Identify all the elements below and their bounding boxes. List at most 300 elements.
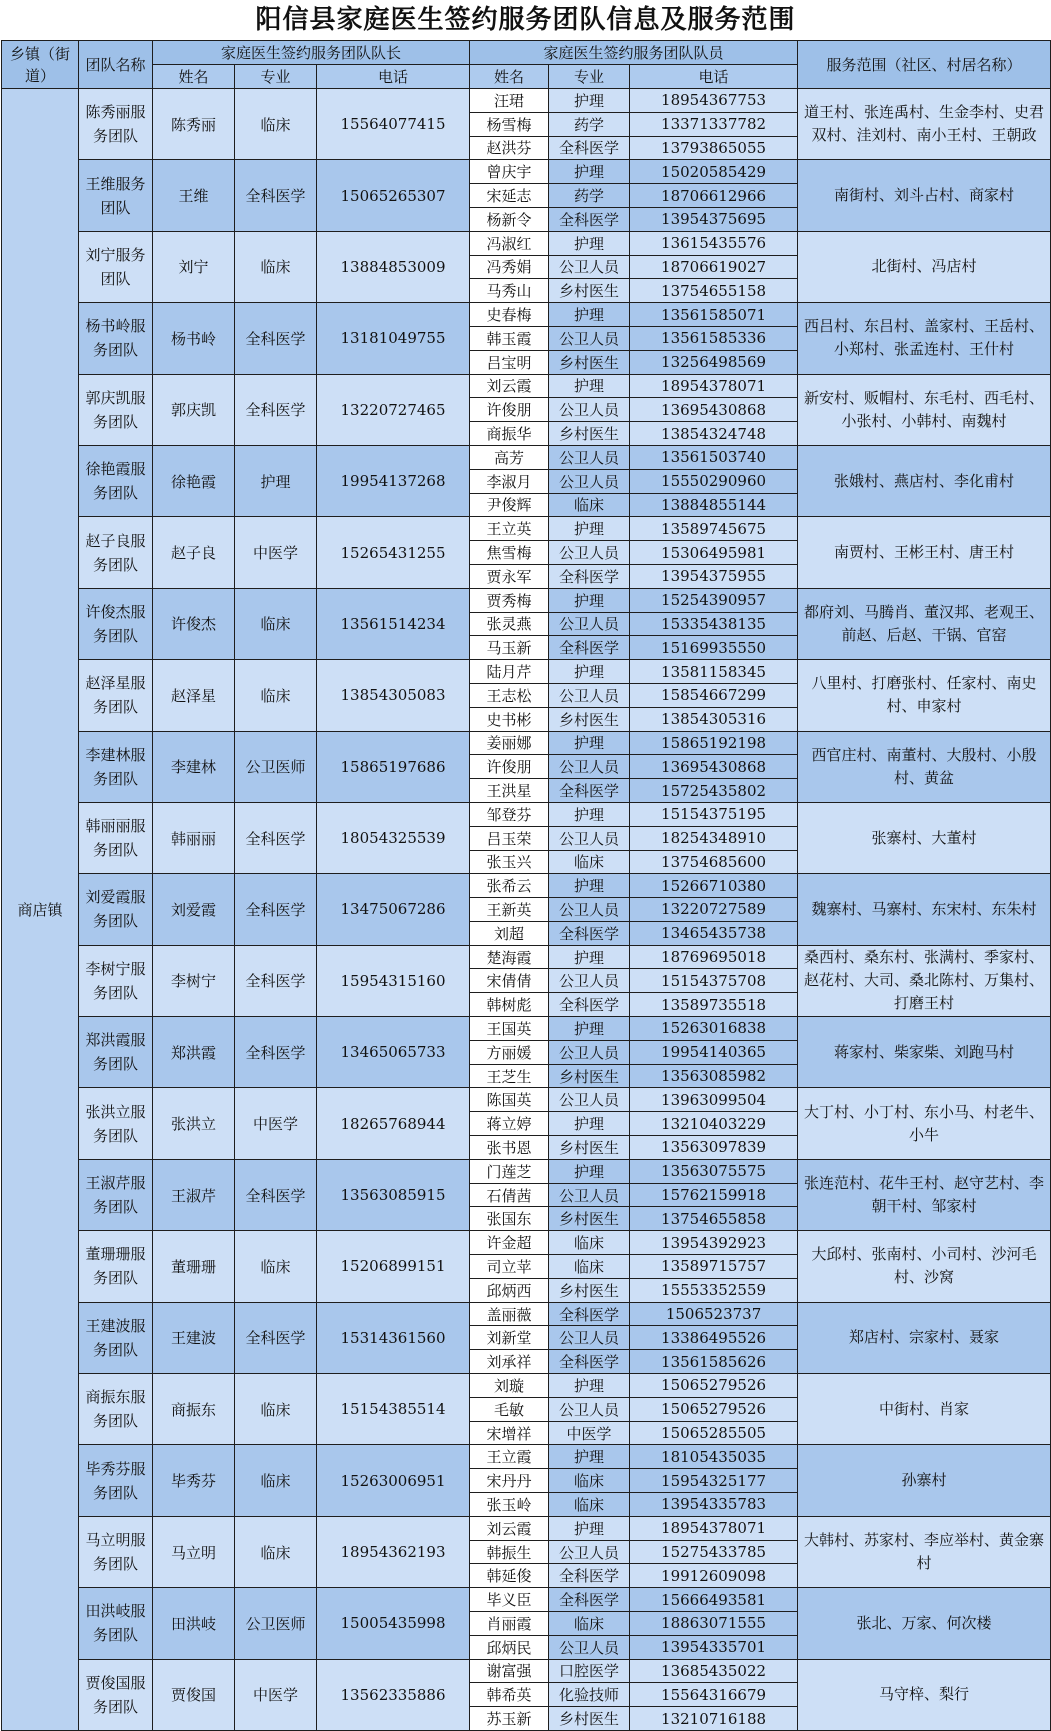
leader-phone-cell: 15154385514 (317, 1374, 470, 1445)
leader-name-cell: 赵泽星 (153, 660, 235, 731)
leader-spec-cell: 临床 (235, 231, 317, 302)
team-name-cell: 韩丽丽服务团队 (79, 802, 153, 873)
scope-cell: 南贾村、王彬王村、唐王村 (798, 517, 1051, 588)
leader-name-cell: 王淑芹 (153, 1159, 235, 1230)
member-name-cell: 许金超 (470, 1231, 549, 1255)
member-name-cell: 盖丽薇 (470, 1302, 549, 1326)
leader-phone-cell: 18265768944 (317, 1088, 470, 1159)
member-spec-cell: 全科医学 (549, 1564, 630, 1588)
table-row (2, 1445, 1051, 1469)
member-phone-cell: 15335438135 (630, 612, 798, 636)
member-phone-cell: 18863071555 (630, 1612, 798, 1636)
leader-name-cell: 郭庆凯 (153, 374, 235, 445)
table-row (2, 1374, 1051, 1398)
team-name-cell: 郑洪霞服务团队 (79, 1017, 153, 1088)
member-phone-cell: 15550290960 (630, 469, 798, 493)
member-spec-cell: 临床 (549, 850, 630, 874)
member-name-cell: 张玉岭 (470, 1493, 549, 1517)
member-phone-cell: 13210716188 (630, 1707, 798, 1731)
member-phone-cell: 13561585336 (630, 326, 798, 350)
member-spec-cell: 临床 (549, 1493, 630, 1517)
member-name-cell: 楚海霞 (470, 945, 549, 969)
member-name-cell: 赵洪芬 (470, 136, 549, 160)
table-row (2, 231, 1051, 255)
leader-phone-cell: 15954315160 (317, 945, 470, 1016)
scope-cell: 南街村、刘斗占村、商家村 (798, 160, 1051, 231)
table-row (2, 517, 1051, 541)
member-name-cell: 陈国英 (470, 1088, 549, 1112)
scope-cell: 都府刘、马腾肖、董汉邦、老观王、前赵、后赵、干锅、官窑 (798, 588, 1051, 659)
member-spec-cell: 公卫人员 (549, 445, 630, 469)
member-spec-cell: 护理 (549, 874, 630, 898)
leader-phone-cell: 15564077415 (317, 89, 470, 160)
member-spec-cell: 护理 (549, 1445, 630, 1469)
member-spec-cell: 公卫人员 (549, 755, 630, 779)
member-name-cell: 方丽媛 (470, 1040, 549, 1064)
member-phone-cell: 13793865055 (630, 136, 798, 160)
member-spec-cell: 护理 (549, 1112, 630, 1136)
member-phone-cell: 18105435035 (630, 1445, 798, 1469)
member-name-cell: 刘云霞 (470, 374, 549, 398)
leader-phone-cell: 13220727465 (317, 374, 470, 445)
member-phone-cell: 15553352559 (630, 1278, 798, 1302)
member-spec-cell: 护理 (549, 1374, 630, 1398)
member-spec-cell: 公卫人员 (549, 469, 630, 493)
member-phone-cell: 13561585626 (630, 1350, 798, 1374)
table-row (2, 1302, 1051, 1326)
member-spec-cell: 临床 (549, 1255, 630, 1279)
member-phone-cell: 15065279526 (630, 1374, 798, 1398)
scope-cell: 张娥村、燕店村、李化甫村 (798, 445, 1051, 516)
member-spec-cell: 乡村医生 (549, 1064, 630, 1088)
member-spec-cell: 护理 (549, 660, 630, 684)
leader-name-cell: 杨书岭 (153, 303, 235, 374)
table-body (2, 89, 1051, 1731)
member-name-cell: 曾庆宇 (470, 160, 549, 184)
leader-spec-cell: 全科医学 (235, 802, 317, 873)
leader-name-cell: 贾俊国 (153, 1659, 235, 1730)
header-leader-group: 家庭医生签约服务团队队长 (153, 41, 470, 65)
town-cell: 商店镇 (2, 89, 79, 1731)
leader-name-cell: 刘宁 (153, 231, 235, 302)
member-name-cell: 贾永军 (470, 564, 549, 588)
member-phone-cell: 19912609098 (630, 1564, 798, 1588)
member-name-cell: 邱炳西 (470, 1278, 549, 1302)
member-spec-cell: 护理 (549, 303, 630, 327)
member-phone-cell: 18706619027 (630, 255, 798, 279)
member-spec-cell: 护理 (549, 374, 630, 398)
member-phone-cell: 13589735518 (630, 993, 798, 1017)
team-table (1, 40, 1051, 1731)
member-spec-cell: 护理 (549, 588, 630, 612)
member-phone-cell: 15954325177 (630, 1469, 798, 1493)
scope-cell: 新安村、贩帽村、东毛村、西毛村、小张村、小韩村、南魏村 (798, 374, 1051, 445)
member-spec-cell: 公卫人员 (549, 541, 630, 565)
member-phone-cell: 15564316679 (630, 1683, 798, 1707)
member-name-cell: 陆月芹 (470, 660, 549, 684)
member-name-cell: 毛敏 (470, 1397, 549, 1421)
table-row (2, 1088, 1051, 1112)
member-spec-cell: 全科医学 (549, 564, 630, 588)
leader-spec-cell: 公卫医师 (235, 731, 317, 802)
member-phone-cell: 18954378071 (630, 1516, 798, 1540)
member-name-cell: 苏玉新 (470, 1707, 549, 1731)
leader-name-cell: 徐艳霞 (153, 445, 235, 516)
member-phone-cell: 15266710380 (630, 874, 798, 898)
leader-name-cell: 商振东 (153, 1374, 235, 1445)
leader-spec-cell: 全科医学 (235, 160, 317, 231)
member-spec-cell: 全科医学 (549, 207, 630, 231)
member-phone-cell: 13954335701 (630, 1635, 798, 1659)
leader-spec-cell: 公卫医师 (235, 1588, 317, 1659)
leader-name-cell: 王维 (153, 160, 235, 231)
member-phone-cell: 15854667299 (630, 683, 798, 707)
leader-spec-cell: 中医学 (235, 517, 317, 588)
leader-phone-cell: 15314361560 (317, 1302, 470, 1373)
member-phone-cell: 13854305316 (630, 707, 798, 731)
member-phone-cell: 13754655858 (630, 1207, 798, 1231)
member-spec-cell: 全科医学 (549, 1350, 630, 1374)
leader-name-cell: 韩丽丽 (153, 802, 235, 873)
member-phone-cell: 15020585429 (630, 160, 798, 184)
team-name-cell: 商振东服务团队 (79, 1374, 153, 1445)
scope-cell: 魏寨村、马寨村、东宋村、东朱村 (798, 874, 1051, 945)
member-name-cell: 宋倩倩 (470, 969, 549, 993)
member-phone-cell: 18954367753 (630, 89, 798, 113)
member-spec-cell: 化验技师 (549, 1683, 630, 1707)
leader-phone-cell: 15065265307 (317, 160, 470, 231)
team-name-cell: 毕秀芬服务团队 (79, 1445, 153, 1516)
member-phone-cell: 13695430868 (630, 755, 798, 779)
table-row (2, 1588, 1051, 1612)
team-name-cell: 王维服务团队 (79, 160, 153, 231)
team-name-cell: 张洪立服务团队 (79, 1088, 153, 1159)
member-name-cell: 张希云 (470, 874, 549, 898)
leader-name-cell: 毕秀芬 (153, 1445, 235, 1516)
leader-spec-cell: 中医学 (235, 1088, 317, 1159)
member-spec-cell: 临床 (549, 1612, 630, 1636)
member-spec-cell: 全科医学 (549, 1302, 630, 1326)
member-name-cell: 吕玉荣 (470, 826, 549, 850)
member-name-cell: 姜丽娜 (470, 731, 549, 755)
member-phone-cell: 13589745675 (630, 517, 798, 541)
member-phone-cell: 15275433785 (630, 1540, 798, 1564)
member-phone-cell: 15725435802 (630, 779, 798, 803)
member-name-cell: 韩希英 (470, 1683, 549, 1707)
leader-name-cell: 李建林 (153, 731, 235, 802)
table-row (2, 660, 1051, 684)
table-row (2, 1659, 1051, 1683)
team-name-cell: 贾俊国服务团队 (79, 1659, 153, 1730)
member-name-cell: 史春梅 (470, 303, 549, 327)
team-name-cell: 赵子良服务团队 (79, 517, 153, 588)
member-spec-cell: 中医学 (549, 1421, 630, 1445)
member-name-cell: 刘云霞 (470, 1516, 549, 1540)
member-name-cell: 张灵燕 (470, 612, 549, 636)
member-spec-cell: 护理 (549, 1516, 630, 1540)
member-phone-cell: 13563075575 (630, 1159, 798, 1183)
member-spec-cell: 公卫人员 (549, 1326, 630, 1350)
member-name-cell: 马秀山 (470, 279, 549, 303)
scope-cell: 中街村、肖家 (798, 1374, 1051, 1445)
header-town: 乡镇（街道） (2, 41, 79, 89)
member-name-cell: 邹登芬 (470, 802, 549, 826)
leader-phone-cell: 13465065733 (317, 1017, 470, 1088)
member-spec-cell: 公卫人员 (549, 398, 630, 422)
table-row (2, 445, 1051, 469)
scope-cell: 蒋家村、柴家柴、刘跑马村 (798, 1017, 1051, 1088)
member-phone-cell: 18706612966 (630, 184, 798, 208)
member-phone-cell: 19954140365 (630, 1040, 798, 1064)
member-name-cell: 石倩茜 (470, 1183, 549, 1207)
member-name-cell: 宋延志 (470, 184, 549, 208)
scope-cell: 大韩村、苏家村、李应举村、黄金寨村 (798, 1516, 1051, 1587)
member-spec-cell: 护理 (549, 1017, 630, 1041)
member-spec-cell: 乡村医生 (549, 279, 630, 303)
leader-phone-cell: 19954137268 (317, 445, 470, 516)
member-spec-cell: 乡村医生 (549, 1278, 630, 1302)
member-name-cell: 韩树彪 (470, 993, 549, 1017)
member-spec-cell: 药学 (549, 112, 630, 136)
member-spec-cell: 护理 (549, 1159, 630, 1183)
member-name-cell: 刘承祥 (470, 1350, 549, 1374)
team-name-cell: 王建波服务团队 (79, 1302, 153, 1373)
member-name-cell: 高芳 (470, 445, 549, 469)
scope-cell: 郑店村、宗家村、聂家 (798, 1302, 1051, 1373)
member-name-cell: 马玉新 (470, 636, 549, 660)
scope-cell: 西官庄村、南董村、大殷村、小殷村、黄盆 (798, 731, 1051, 802)
team-name-cell: 徐艳霞服务团队 (79, 445, 153, 516)
leader-spec-cell: 中医学 (235, 1659, 317, 1730)
member-phone-cell: 13220727589 (630, 898, 798, 922)
member-phone-cell: 13954335783 (630, 1493, 798, 1517)
leader-name-cell: 张洪立 (153, 1088, 235, 1159)
member-name-cell: 刘超 (470, 921, 549, 945)
scope-cell: 道王村、张连禹村、生金李村、史君双村、洼刘村、南小王村、王朝政 (798, 89, 1051, 160)
member-spec-cell: 乡村医生 (549, 1707, 630, 1731)
leader-spec-cell: 临床 (235, 1516, 317, 1587)
scope-cell: 张北、万家、何次楼 (798, 1588, 1051, 1659)
member-spec-cell: 公卫人员 (549, 612, 630, 636)
member-name-cell: 王新英 (470, 898, 549, 922)
member-spec-cell: 公卫人员 (549, 326, 630, 350)
member-spec-cell: 公卫人员 (549, 1635, 630, 1659)
leader-phone-cell: 15263006951 (317, 1445, 470, 1516)
member-spec-cell: 公卫人员 (549, 1540, 630, 1564)
member-phone-cell: 13954392923 (630, 1231, 798, 1255)
header-leader-spec: 专业 (235, 65, 317, 89)
member-name-cell: 王国英 (470, 1017, 549, 1041)
header-scope: 服务范围（社区、村居名称） (798, 41, 1051, 89)
team-name-cell: 李树宁服务团队 (79, 945, 153, 1016)
member-name-cell: 汪珺 (470, 89, 549, 113)
team-name-cell: 赵泽星服务团队 (79, 660, 153, 731)
scope-cell: 桑西村、桑东村、张满村、季家村、赵花村、大司、桑北陈村、万集村、打磨王村 (798, 945, 1051, 1016)
member-name-cell: 焦雪梅 (470, 541, 549, 565)
leader-name-cell: 陈秀丽 (153, 89, 235, 160)
leader-spec-cell: 全科医学 (235, 1159, 317, 1230)
leader-phone-cell: 15206899151 (317, 1231, 470, 1302)
member-name-cell: 杨雪梅 (470, 112, 549, 136)
table-row (2, 1017, 1051, 1041)
leader-phone-cell: 18954362193 (317, 1516, 470, 1587)
table-row (2, 588, 1051, 612)
leader-phone-cell: 13562335886 (317, 1659, 470, 1730)
member-name-cell: 谢富强 (470, 1659, 549, 1683)
leader-name-cell: 郑洪霞 (153, 1017, 235, 1088)
member-spec-cell: 乡村医生 (549, 422, 630, 446)
member-spec-cell: 护理 (549, 89, 630, 113)
header-member-phone: 电话 (630, 65, 798, 89)
member-phone-cell: 15154375708 (630, 969, 798, 993)
leader-spec-cell: 全科医学 (235, 1017, 317, 1088)
member-spec-cell: 公卫人员 (549, 1088, 630, 1112)
member-spec-cell: 临床 (549, 493, 630, 517)
team-name-cell: 刘宁服务团队 (79, 231, 153, 302)
member-phone-cell: 13754655158 (630, 279, 798, 303)
member-phone-cell: 15065279526 (630, 1397, 798, 1421)
member-name-cell: 冯秀娟 (470, 255, 549, 279)
member-phone-cell: 15306495981 (630, 541, 798, 565)
member-phone-cell: 18769695018 (630, 945, 798, 969)
member-name-cell: 蒋立婷 (470, 1112, 549, 1136)
member-name-cell: 韩玉霞 (470, 326, 549, 350)
member-name-cell: 许俊朋 (470, 398, 549, 422)
member-spec-cell: 乡村医生 (549, 707, 630, 731)
leader-spec-cell: 全科医学 (235, 303, 317, 374)
table-row (2, 89, 1051, 113)
member-spec-cell: 护理 (549, 945, 630, 969)
member-phone-cell: 13563097839 (630, 1136, 798, 1160)
team-name-cell: 马立明服务团队 (79, 1516, 153, 1587)
leader-phone-cell: 13181049755 (317, 303, 470, 374)
member-phone-cell: 13854324748 (630, 422, 798, 446)
leader-spec-cell: 全科医学 (235, 1302, 317, 1373)
member-phone-cell: 15065285505 (630, 1421, 798, 1445)
member-phone-cell: 13386495526 (630, 1326, 798, 1350)
leader-phone-cell: 13884853009 (317, 231, 470, 302)
member-spec-cell: 护理 (549, 802, 630, 826)
header-member-name: 姓名 (470, 65, 549, 89)
member-spec-cell: 乡村医生 (549, 350, 630, 374)
leader-phone-cell: 18054325539 (317, 802, 470, 873)
scope-cell: 马守梓、梨行 (798, 1659, 1051, 1730)
leader-spec-cell: 临床 (235, 1445, 317, 1516)
leader-phone-cell: 15865197686 (317, 731, 470, 802)
team-name-cell: 陈秀丽服务团队 (79, 89, 153, 160)
table-row (2, 1159, 1051, 1183)
scope-cell: 北街村、冯店村 (798, 231, 1051, 302)
member-name-cell: 邱炳民 (470, 1635, 549, 1659)
scope-cell: 西吕村、东吕村、盖家村、王岳村、小郑村、张孟连村、王什村 (798, 303, 1051, 374)
member-spec-cell: 公卫人员 (549, 683, 630, 707)
leader-name-cell: 许俊杰 (153, 588, 235, 659)
member-spec-cell: 全科医学 (549, 636, 630, 660)
table-row (2, 1231, 1051, 1255)
member-name-cell: 韩振生 (470, 1540, 549, 1564)
member-name-cell: 史书彬 (470, 707, 549, 731)
member-phone-cell: 15762159918 (630, 1183, 798, 1207)
leader-name-cell: 王建波 (153, 1302, 235, 1373)
header-leader-phone: 电话 (317, 65, 470, 89)
header-leader-name: 姓名 (153, 65, 235, 89)
member-name-cell: 尹俊辉 (470, 493, 549, 517)
member-name-cell: 毕义臣 (470, 1588, 549, 1612)
leader-name-cell: 赵子良 (153, 517, 235, 588)
member-name-cell: 张书恩 (470, 1136, 549, 1160)
member-phone-cell: 13954375695 (630, 207, 798, 231)
leader-phone-cell: 15265431255 (317, 517, 470, 588)
member-spec-cell: 全科医学 (549, 136, 630, 160)
member-spec-cell: 全科医学 (549, 1588, 630, 1612)
member-name-cell: 王志松 (470, 683, 549, 707)
member-name-cell: 许俊朋 (470, 755, 549, 779)
leader-spec-cell: 全科医学 (235, 374, 317, 445)
header-team: 团队名称 (79, 41, 153, 89)
member-phone-cell: 18254348910 (630, 826, 798, 850)
member-spec-cell: 公卫人员 (549, 1040, 630, 1064)
member-spec-cell: 公卫人员 (549, 826, 630, 850)
leader-name-cell: 田洪岐 (153, 1588, 235, 1659)
member-phone-cell: 13963099504 (630, 1088, 798, 1112)
table-row (2, 802, 1051, 826)
member-name-cell: 肖丽霞 (470, 1612, 549, 1636)
member-phone-cell: 18954378071 (630, 374, 798, 398)
member-phone-cell: 13371337782 (630, 112, 798, 136)
member-spec-cell: 乡村医生 (549, 1207, 630, 1231)
member-phone-cell: 1506523737 (630, 1302, 798, 1326)
document-title: 阳信县家庭医生签约服务团队信息及服务范围 (0, 0, 1051, 40)
team-name-cell: 李建林服务团队 (79, 731, 153, 802)
member-phone-cell: 13563085982 (630, 1064, 798, 1088)
member-spec-cell: 公卫人员 (549, 1183, 630, 1207)
leader-phone-cell: 13475067286 (317, 874, 470, 945)
member-phone-cell: 13954375955 (630, 564, 798, 588)
member-name-cell: 刘璇 (470, 1374, 549, 1398)
scope-cell: 张寨村、大董村 (798, 802, 1051, 873)
leader-spec-cell: 护理 (235, 445, 317, 516)
member-phone-cell: 15263016838 (630, 1017, 798, 1041)
member-spec-cell: 护理 (549, 517, 630, 541)
scope-cell: 张连范村、花牛王村、赵守艺村、李朝干村、邹家村 (798, 1159, 1051, 1230)
member-spec-cell: 公卫人员 (549, 898, 630, 922)
scope-cell: 大丁村、小丁村、东小马、村老牛、小牛 (798, 1088, 1051, 1159)
member-phone-cell: 13561503740 (630, 445, 798, 469)
member-spec-cell: 临床 (549, 1469, 630, 1493)
member-name-cell: 王洪星 (470, 779, 549, 803)
member-name-cell: 司立苹 (470, 1255, 549, 1279)
member-name-cell: 王立英 (470, 517, 549, 541)
leader-spec-cell: 临床 (235, 588, 317, 659)
member-phone-cell: 13695430868 (630, 398, 798, 422)
header-member-group: 家庭医生签约服务团队队员 (470, 41, 798, 65)
member-spec-cell: 公卫人员 (549, 1397, 630, 1421)
member-phone-cell: 13465435738 (630, 921, 798, 945)
member-name-cell: 刘新堂 (470, 1326, 549, 1350)
team-name-cell: 许俊杰服务团队 (79, 588, 153, 659)
member-name-cell: 张国东 (470, 1207, 549, 1231)
leader-phone-cell: 13854305083 (317, 660, 470, 731)
table-row (2, 303, 1051, 327)
member-name-cell: 宋增祥 (470, 1421, 549, 1445)
member-spec-cell: 临床 (549, 1231, 630, 1255)
member-phone-cell: 13589715757 (630, 1255, 798, 1279)
leader-name-cell: 马立明 (153, 1516, 235, 1587)
member-phone-cell: 13581158345 (630, 660, 798, 684)
member-spec-cell: 公卫人员 (549, 255, 630, 279)
member-phone-cell: 15254390957 (630, 588, 798, 612)
team-name-cell: 王淑芹服务团队 (79, 1159, 153, 1230)
